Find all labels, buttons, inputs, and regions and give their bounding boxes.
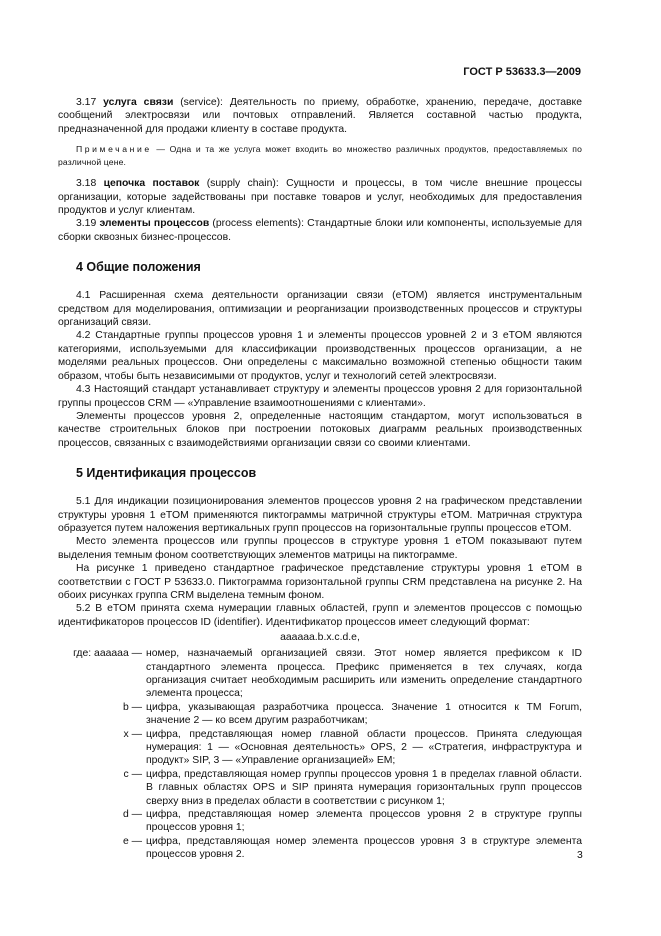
paragraph-5-2: 5.2 В eTOM принята схема нумерации главных областей, групп и элементов процессов с помощью идентификаторов процессов ID (identifier). Идентификатор процессов имеет следующий формат:	[58, 603, 582, 628]
page-header: ГОСТ Р 53633.3—2009	[463, 66, 581, 78]
definition-number: 3.19	[76, 218, 97, 230]
section-5-title: 5 Идентификация процессов	[76, 466, 257, 481]
paragraph-4-3: 4.3 Настоящий стандарт устанавливает структуру и элементы процессов уровня 2 для горизонтальной группы процессов CRM — «Управление взаимоотношениями с клиентами».	[58, 384, 582, 409]
definition-term: элементы процессов	[99, 218, 210, 230]
legend-key: c —	[123, 768, 142, 780]
id-format-legend	[58, 647, 582, 862]
id-format-formula: aaaaaa.b.x.c.d.e,	[280, 632, 360, 644]
legend-item	[58, 728, 582, 768]
legend-item	[58, 835, 582, 862]
legend-text: цифра, представляющая номер элемента процессов уровня 3 в структуре элемента процессов уровня 2.	[146, 835, 582, 861]
definition-text: (service): Деятельность по приему, обработке, хранению, передаче, доставке сообщений электросвязи или почтовых отправлений. Является составной частью продукта, предназначенной для продажи клиенту в составе продукта.	[58, 97, 582, 135]
paragraph-4-2: 4.2 Стандартные группы процессов уровня 1 и элементы процессов уровней 2 и 3 eTOM являются категориями, используемыми для классификации производственных процессов организации, а не моделями реальных процессов. Они определены с максимально возможной степенью общности таким образом, чтобы быть независимыми от продуктов, услуг и технологий сетей электросвязи.	[58, 330, 582, 382]
definition-term: услуга связи	[103, 97, 174, 108]
definition-text: (process elements): Стандартные блоки или компоненты, используемые для сборки сквозных бизнес-процессов.	[58, 218, 583, 243]
section-4-title: 4 Общие положения	[76, 260, 201, 275]
definition-term: цепочка поставок	[103, 178, 200, 190]
paragraph-5-1-figures: На рисунке 1 приведено стандартное графическое представление структуры уровня 1 eTOM в соответствии с ГОСТ Р 53633.0. Пиктограмма горизонтальной группы CRM представлена на рисунке 2. На обоих рисунках группа CRM выделена темным фоном.	[58, 563, 582, 601]
legend-item	[58, 768, 582, 808]
definition-3-17	[58, 96, 582, 136]
legend-item	[58, 808, 582, 835]
note-text: — Одна и та же услуга может входить во множество различных продуктов, предоставляемых по различной цене.	[58, 144, 582, 167]
definition-number: 3.18	[76, 178, 97, 190]
legend-key: x —	[123, 728, 142, 740]
note	[58, 143, 582, 168]
legend-text: цифра, представляющая номер элемента процессов уровня 2 в структуре группы процессов уровня 1;	[146, 809, 582, 834]
paragraph-4-1: 4.1 Расширенная схема деятельности организации связи (eTOM) является инструментальным средством для моделирования, оптимизации и реорганизации производственных процессов и структуры организаций связи.	[58, 290, 582, 329]
page-number: 3	[577, 850, 583, 861]
page-body	[58, 96, 582, 862]
legend-text: цифра, указывающая разработчика процесса. Значение 1 относится к TM Forum, значение 2 — ко всем другим разработчикам;	[146, 701, 582, 727]
definition-3-18	[58, 177, 582, 217]
legend-text: номер, назначаемый организацией связи. Этот номер является префиксом к ID стандартного элемента процесса. Префикс применяется в тех случаях, когда организация считает необходимым расширить или изменить определение стандартного элемента процесса;	[146, 648, 582, 700]
legend-key: e —	[122, 835, 142, 847]
legend-text: цифра, представляющая номер группы процессов уровня 1 в пределах главной области. В главных областях OPS и SIP принята нумерация горизонтальных групп процессов сверху вниз в пределах области в соответствии с рисунком 1;	[146, 768, 582, 807]
definition-text: (supply chain): Сущности и процессы, в том числе внешние процессы организации, которые задействованы при поставке товаров и услуг, необходимых для предоставления продуктов и услуг клиентам.	[58, 178, 582, 217]
paragraph-4-3-cont: Элементы процессов уровня 2, определенные настоящим стандартом, могут использоваться в качестве строительных блоков при построении потоковых диаграмм реальных производственных процессов, связанных с взаимодействиями организации связи со своими клиентами.	[58, 410, 582, 449]
legend-key: где: aaaaaa —	[73, 648, 142, 660]
legend-text: цифра, представляющая номер главной области процессов. Принята следующая нумерация: 1 — «Основная деятельность» OPS, 2 — «Стратегия, инфраструктура и продукт» SIP, 3 — «Управление организацией» EM;	[146, 728, 582, 767]
legend-item	[58, 647, 582, 701]
paragraph-5-1: 5.1 Для индикации позиционирования элементов процессов уровня 2 на графическом представлении структуры уровня 1 eTOM применяются пиктограммы матричной структуры eTOM. Матричная структура образуется путем наложения вертикальных групп процессов на горизонтальные группы процессов eTOM.	[58, 496, 582, 534]
legend-item	[58, 701, 582, 728]
legend-key: d —	[122, 809, 142, 821]
definition-number: 3.17	[76, 97, 97, 108]
legend-key: b —	[122, 701, 142, 713]
paragraph-5-1-cont: Место элемента процессов или группы процессов в структуре уровня 1 eTOM показывают путем выделения темным фоном соответствующих элементов матрицы на пиктограмме.	[58, 536, 582, 561]
definition-3-19	[58, 217, 582, 244]
note-label: Примечание	[76, 144, 152, 155]
